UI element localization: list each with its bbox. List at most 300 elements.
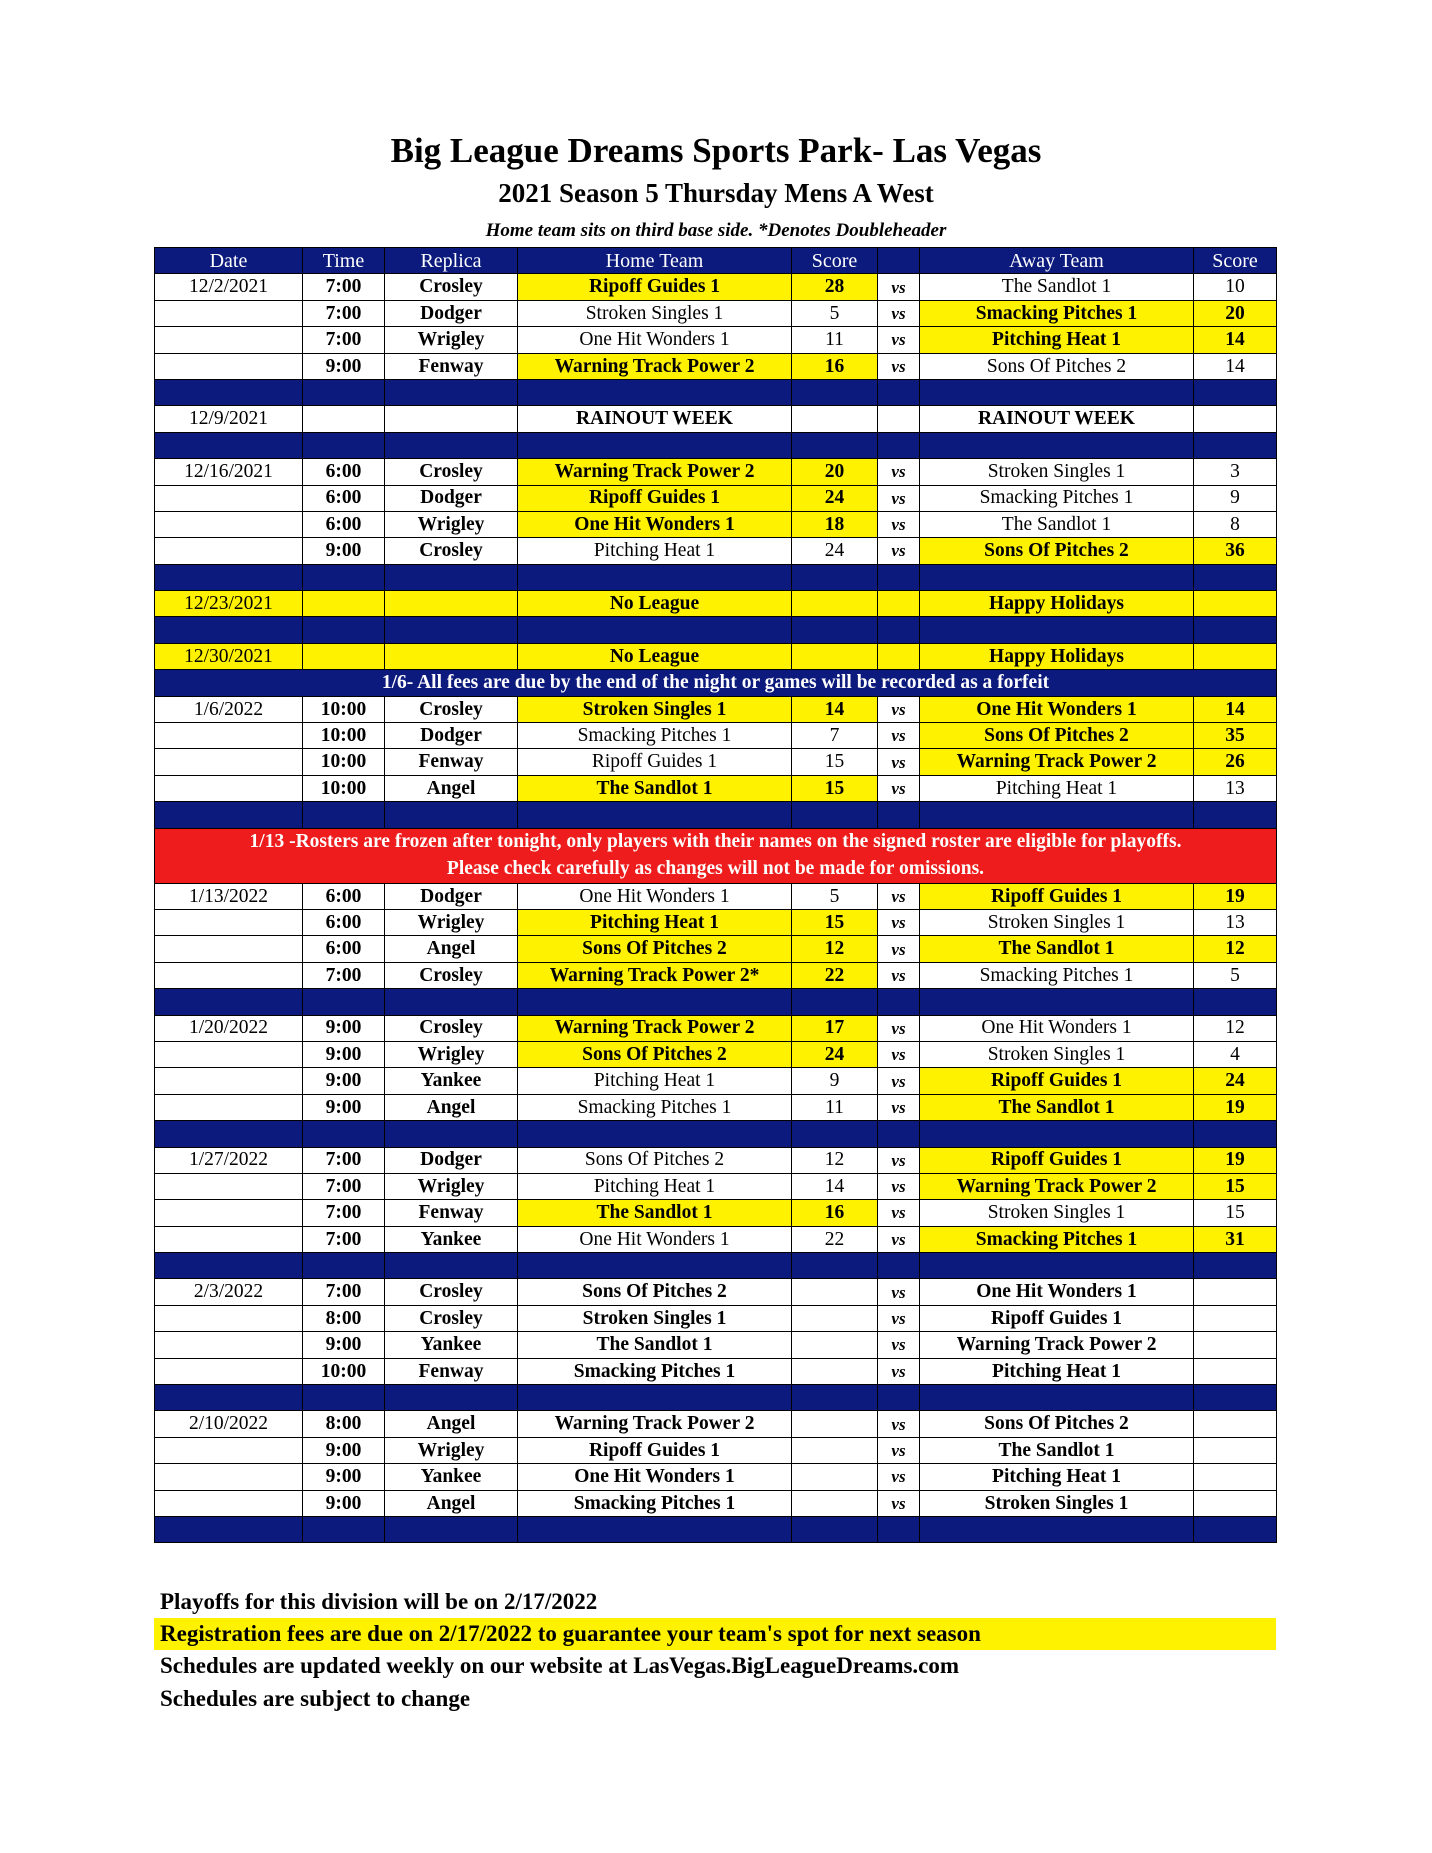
time-cell: 10:00 bbox=[303, 1358, 385, 1384]
separator-cell bbox=[878, 1516, 920, 1542]
vs-cell: vs bbox=[878, 485, 920, 511]
game-row bbox=[155, 775, 1277, 801]
away-team-cell: Ripoff Guides 1 bbox=[920, 883, 1194, 909]
separator-cell bbox=[1194, 1121, 1277, 1147]
home-team-cell: The Sandlot 1 bbox=[518, 775, 792, 801]
time-cell: 9:00 bbox=[303, 1332, 385, 1358]
separator-cell bbox=[518, 432, 792, 458]
time-cell: 7:00 bbox=[303, 1173, 385, 1199]
home-team-cell: Smacking Pitches 1 bbox=[518, 1094, 792, 1120]
away-team-cell: Smacking Pitches 1 bbox=[920, 962, 1194, 988]
separator-cell bbox=[1194, 564, 1277, 590]
replica-cell bbox=[385, 591, 518, 617]
date-cell: 12/16/2021 bbox=[155, 459, 303, 485]
change-note: Schedules are subject to change bbox=[160, 1686, 471, 1711]
home-score-cell: 11 bbox=[792, 1094, 878, 1120]
separator-cell bbox=[385, 1385, 518, 1411]
vs-cell: vs bbox=[878, 1437, 920, 1463]
time-cell: 7:00 bbox=[303, 962, 385, 988]
home-team-cell: Ripoff Guides 1 bbox=[518, 485, 792, 511]
home-score-cell bbox=[792, 1358, 878, 1384]
replica-cell: Angel bbox=[385, 1411, 518, 1437]
date-cell: 2/10/2022 bbox=[155, 1411, 303, 1437]
vs-cell: vs bbox=[878, 353, 920, 379]
home-team-cell: Smacking Pitches 1 bbox=[518, 1358, 792, 1384]
game-row bbox=[155, 1147, 1277, 1173]
header-home-score: Score bbox=[792, 248, 878, 274]
separator-cell bbox=[155, 1253, 303, 1279]
away-score-cell: 13 bbox=[1194, 909, 1277, 935]
page-subtitle: 2021 Season 5 Thursday Mens A West bbox=[498, 178, 934, 208]
vs-cell: vs bbox=[878, 1147, 920, 1173]
separator-cell bbox=[518, 1253, 792, 1279]
separator-cell bbox=[792, 989, 878, 1015]
separator-cell bbox=[385, 432, 518, 458]
time-cell: 9:00 bbox=[303, 1041, 385, 1067]
replica-cell: Wrigley bbox=[385, 1041, 518, 1067]
time-cell: 6:00 bbox=[303, 909, 385, 935]
date-cell bbox=[155, 1464, 303, 1490]
vs-cell: vs bbox=[878, 883, 920, 909]
date-cell bbox=[155, 511, 303, 537]
date-cell: 12/30/2021 bbox=[155, 643, 303, 669]
separator-cell bbox=[920, 802, 1194, 828]
separator-cell bbox=[303, 802, 385, 828]
replica-cell: Angel bbox=[385, 936, 518, 962]
away-team-cell: Ripoff Guides 1 bbox=[920, 1147, 1194, 1173]
time-cell: 6:00 bbox=[303, 485, 385, 511]
vs-cell: vs bbox=[878, 1068, 920, 1094]
vs-cell: vs bbox=[878, 1015, 920, 1041]
date-cell bbox=[155, 1226, 303, 1252]
header-vs bbox=[878, 248, 920, 274]
separator-cell bbox=[920, 989, 1194, 1015]
date-cell bbox=[155, 1332, 303, 1358]
vs-cell: vs bbox=[878, 1305, 920, 1331]
away-score-cell: 3 bbox=[1194, 459, 1277, 485]
away-score-cell: 5 bbox=[1194, 962, 1277, 988]
time-cell: 9:00 bbox=[303, 1437, 385, 1463]
replica-cell: Dodger bbox=[385, 300, 518, 326]
time-cell bbox=[303, 643, 385, 669]
header-date: Date bbox=[155, 248, 303, 274]
away-team-cell: Warning Track Power 2 bbox=[920, 749, 1194, 775]
separator-cell bbox=[920, 564, 1194, 590]
separator-cell bbox=[303, 989, 385, 1015]
home-score-cell: 14 bbox=[792, 1173, 878, 1199]
separator-cell bbox=[792, 1516, 878, 1542]
away-team-cell: One Hit Wonders 1 bbox=[920, 1015, 1194, 1041]
separator-cell bbox=[155, 1516, 303, 1542]
vs-cell bbox=[878, 643, 920, 669]
away-team-cell: Pitching Heat 1 bbox=[920, 1358, 1194, 1384]
replica-cell: Crosley bbox=[385, 696, 518, 722]
date-cell bbox=[155, 909, 303, 935]
away-score-cell bbox=[1194, 1305, 1277, 1331]
registration-note: Registration fees are due on 2/17/2022 to guarantee your team's spot for next season bbox=[154, 1618, 1276, 1650]
separator-cell bbox=[518, 564, 792, 590]
separator-cell bbox=[518, 1121, 792, 1147]
separator-cell bbox=[878, 617, 920, 643]
time-cell: 9:00 bbox=[303, 1068, 385, 1094]
vs-cell: vs bbox=[878, 723, 920, 749]
home-score-cell: 14 bbox=[792, 696, 878, 722]
game-row bbox=[155, 1200, 1277, 1226]
date-cell bbox=[155, 1173, 303, 1199]
separator-row bbox=[155, 1385, 1277, 1411]
date-cell: 12/23/2021 bbox=[155, 591, 303, 617]
vs-cell: vs bbox=[878, 1358, 920, 1384]
date-cell bbox=[155, 1041, 303, 1067]
vs-cell: vs bbox=[878, 1200, 920, 1226]
separator-cell bbox=[1194, 1385, 1277, 1411]
home-team-cell: Ripoff Guides 1 bbox=[518, 274, 792, 300]
away-team-cell: Pitching Heat 1 bbox=[920, 1464, 1194, 1490]
game-row bbox=[155, 1490, 1277, 1516]
home-team-cell: Sons Of Pitches 2 bbox=[518, 1147, 792, 1173]
date-cell: 1/20/2022 bbox=[155, 1015, 303, 1041]
away-team-cell: Smacking Pitches 1 bbox=[920, 485, 1194, 511]
home-score-cell: 24 bbox=[792, 1041, 878, 1067]
game-row bbox=[155, 1332, 1277, 1358]
away-score-cell: 20 bbox=[1194, 300, 1277, 326]
home-team-cell: Smacking Pitches 1 bbox=[518, 723, 792, 749]
replica-cell: Wrigley bbox=[385, 909, 518, 935]
replica-cell: Yankee bbox=[385, 1332, 518, 1358]
game-row bbox=[155, 1226, 1277, 1252]
replica-cell: Fenway bbox=[385, 353, 518, 379]
website-note: Schedules are updated weekly on our website at LasVegas.BigLeagueDreams.com bbox=[160, 1653, 960, 1678]
time-cell: 10:00 bbox=[303, 775, 385, 801]
date-cell bbox=[155, 538, 303, 564]
separator-cell bbox=[385, 1253, 518, 1279]
away-score-cell: 15 bbox=[1194, 1173, 1277, 1199]
away-score-cell: 14 bbox=[1194, 327, 1277, 353]
header-away-score: Score bbox=[1194, 248, 1277, 274]
separator-cell bbox=[518, 379, 792, 405]
home-score-cell: 12 bbox=[792, 1147, 878, 1173]
separator-cell bbox=[303, 379, 385, 405]
special-week-row bbox=[155, 591, 1277, 617]
home-team-cell: Smacking Pitches 1 bbox=[518, 1490, 792, 1516]
replica-cell: Wrigley bbox=[385, 1437, 518, 1463]
game-row bbox=[155, 1411, 1277, 1437]
separator-cell bbox=[155, 432, 303, 458]
home-team-cell: Sons Of Pitches 2 bbox=[518, 1279, 792, 1305]
vs-cell: vs bbox=[878, 1490, 920, 1516]
home-team-cell: Warning Track Power 2 bbox=[518, 459, 792, 485]
replica-cell: Fenway bbox=[385, 1200, 518, 1226]
time-cell: 9:00 bbox=[303, 1464, 385, 1490]
home-score-cell: 9 bbox=[792, 1068, 878, 1094]
home-team-cell: No League bbox=[518, 643, 792, 669]
separator-cell bbox=[155, 1121, 303, 1147]
date-cell bbox=[155, 749, 303, 775]
away-score-cell: 15 bbox=[1194, 1200, 1277, 1226]
home-team-cell: Stroken Singles 1 bbox=[518, 300, 792, 326]
separator-cell bbox=[155, 617, 303, 643]
date-cell bbox=[155, 1490, 303, 1516]
game-row bbox=[155, 485, 1277, 511]
replica-cell: Crosley bbox=[385, 1015, 518, 1041]
away-team-cell: Sons Of Pitches 2 bbox=[920, 723, 1194, 749]
away-score-cell: 24 bbox=[1194, 1068, 1277, 1094]
header-away-team: Away Team bbox=[920, 248, 1194, 274]
vs-cell: vs bbox=[878, 327, 920, 353]
separator-cell bbox=[792, 617, 878, 643]
home-team-cell: Sons Of Pitches 2 bbox=[518, 1041, 792, 1067]
away-score-cell: 31 bbox=[1194, 1226, 1277, 1252]
home-score-cell: 24 bbox=[792, 485, 878, 511]
game-row bbox=[155, 1464, 1277, 1490]
game-row bbox=[155, 300, 1277, 326]
home-score-cell: 20 bbox=[792, 459, 878, 485]
game-row bbox=[155, 1068, 1277, 1094]
vs-cell: vs bbox=[878, 696, 920, 722]
vs-cell: vs bbox=[878, 775, 920, 801]
away-team-cell: RAINOUT WEEK bbox=[920, 406, 1194, 432]
vs-cell: vs bbox=[878, 1279, 920, 1305]
time-cell: 10:00 bbox=[303, 723, 385, 749]
separator-cell bbox=[792, 1385, 878, 1411]
separator-row bbox=[155, 802, 1277, 828]
time-cell: 8:00 bbox=[303, 1411, 385, 1437]
away-team-cell: Stroken Singles 1 bbox=[920, 909, 1194, 935]
home-team-cell: The Sandlot 1 bbox=[518, 1332, 792, 1358]
away-team-cell: Pitching Heat 1 bbox=[920, 775, 1194, 801]
home-team-cell: One Hit Wonders 1 bbox=[518, 327, 792, 353]
date-cell: 1/6/2022 bbox=[155, 696, 303, 722]
game-row bbox=[155, 353, 1277, 379]
away-score-cell bbox=[1194, 1411, 1277, 1437]
game-row bbox=[155, 1094, 1277, 1120]
separator-cell bbox=[1194, 432, 1277, 458]
date-cell bbox=[155, 1068, 303, 1094]
time-cell: 7:00 bbox=[303, 1200, 385, 1226]
away-score-cell: 12 bbox=[1194, 1015, 1277, 1041]
away-score-cell: 14 bbox=[1194, 353, 1277, 379]
separator-row bbox=[155, 617, 1277, 643]
vs-cell: vs bbox=[878, 1173, 920, 1199]
separator-cell bbox=[385, 989, 518, 1015]
home-score-cell: 15 bbox=[792, 749, 878, 775]
game-row bbox=[155, 1437, 1277, 1463]
home-score-cell: 24 bbox=[792, 538, 878, 564]
away-team-cell: Stroken Singles 1 bbox=[920, 1490, 1194, 1516]
separator-cell bbox=[518, 1516, 792, 1542]
away-score-cell: 19 bbox=[1194, 1094, 1277, 1120]
game-row bbox=[155, 274, 1277, 300]
separator-cell bbox=[385, 802, 518, 828]
home-team-cell: Pitching Heat 1 bbox=[518, 1068, 792, 1094]
replica-cell: Dodger bbox=[385, 485, 518, 511]
replica-cell: Yankee bbox=[385, 1226, 518, 1252]
date-cell: 2/3/2022 bbox=[155, 1279, 303, 1305]
separator-cell bbox=[303, 1516, 385, 1542]
away-team-cell: The Sandlot 1 bbox=[920, 511, 1194, 537]
separator-cell bbox=[155, 802, 303, 828]
replica-cell: Crosley bbox=[385, 538, 518, 564]
date-cell bbox=[155, 1200, 303, 1226]
separator-cell bbox=[878, 379, 920, 405]
home-score-cell: 16 bbox=[792, 353, 878, 379]
away-score-cell bbox=[1194, 1464, 1277, 1490]
time-cell: 9:00 bbox=[303, 1490, 385, 1516]
alert-row bbox=[155, 828, 1277, 883]
separator-cell bbox=[303, 1253, 385, 1279]
alert-text bbox=[155, 828, 1277, 883]
vs-cell bbox=[878, 406, 920, 432]
vs-cell: vs bbox=[878, 936, 920, 962]
home-score-cell: 11 bbox=[792, 327, 878, 353]
game-row bbox=[155, 327, 1277, 353]
home-team-cell: Ripoff Guides 1 bbox=[518, 749, 792, 775]
vs-cell: vs bbox=[878, 1411, 920, 1437]
separator-cell bbox=[878, 432, 920, 458]
separator-cell bbox=[878, 1385, 920, 1411]
away-team-cell: Sons Of Pitches 2 bbox=[920, 353, 1194, 379]
replica-cell: Wrigley bbox=[385, 1173, 518, 1199]
away-team-cell: Warning Track Power 2 bbox=[920, 1332, 1194, 1358]
separator-row bbox=[155, 432, 1277, 458]
vs-cell: vs bbox=[878, 459, 920, 485]
schedule-table bbox=[154, 247, 1277, 1543]
home-team-cell: The Sandlot 1 bbox=[518, 1200, 792, 1226]
date-cell bbox=[155, 300, 303, 326]
away-score-cell: 10 bbox=[1194, 274, 1277, 300]
replica-cell: Crosley bbox=[385, 1305, 518, 1331]
home-team-cell: One Hit Wonders 1 bbox=[518, 1226, 792, 1252]
home-team-cell: RAINOUT WEEK bbox=[518, 406, 792, 432]
home-team-cell: One Hit Wonders 1 bbox=[518, 511, 792, 537]
vs-cell bbox=[878, 591, 920, 617]
vs-cell: vs bbox=[878, 909, 920, 935]
date-cell bbox=[155, 723, 303, 749]
replica-cell: Angel bbox=[385, 775, 518, 801]
header-home-team: Home Team bbox=[518, 248, 792, 274]
time-cell: 8:00 bbox=[303, 1305, 385, 1331]
home-score-cell bbox=[792, 643, 878, 669]
date-cell bbox=[155, 1305, 303, 1331]
separator-cell bbox=[1194, 989, 1277, 1015]
special-week-row bbox=[155, 406, 1277, 432]
home-team-cell: Stroken Singles 1 bbox=[518, 1305, 792, 1331]
separator-cell bbox=[1194, 617, 1277, 643]
vs-cell: vs bbox=[878, 1464, 920, 1490]
separator-cell bbox=[303, 1385, 385, 1411]
time-cell: 7:00 bbox=[303, 274, 385, 300]
separator-cell bbox=[385, 617, 518, 643]
game-row bbox=[155, 749, 1277, 775]
date-cell bbox=[155, 962, 303, 988]
game-row bbox=[155, 538, 1277, 564]
away-team-cell: The Sandlot 1 bbox=[920, 274, 1194, 300]
date-cell bbox=[155, 936, 303, 962]
away-score-cell: 19 bbox=[1194, 883, 1277, 909]
away-score-cell bbox=[1194, 1279, 1277, 1305]
game-row bbox=[155, 1173, 1277, 1199]
home-team-cell: Warning Track Power 2 bbox=[518, 1411, 792, 1437]
page-title: Big League Dreams Sports Park- Las Vegas bbox=[390, 131, 1042, 170]
away-score-cell: 9 bbox=[1194, 485, 1277, 511]
date-cell: 12/9/2021 bbox=[155, 406, 303, 432]
separator-row bbox=[155, 564, 1277, 590]
home-score-cell: 7 bbox=[792, 723, 878, 749]
away-score-cell: 36 bbox=[1194, 538, 1277, 564]
game-row bbox=[155, 1041, 1277, 1067]
home-score-cell: 28 bbox=[792, 274, 878, 300]
away-score-cell: 12 bbox=[1194, 936, 1277, 962]
away-team-cell: Sons Of Pitches 2 bbox=[920, 538, 1194, 564]
game-row bbox=[155, 1279, 1277, 1305]
schedule-note: Home team sits on third base side. *Denotes Doubleheader bbox=[485, 220, 947, 241]
separator-cell bbox=[878, 989, 920, 1015]
time-cell: 7:00 bbox=[303, 300, 385, 326]
separator-cell bbox=[792, 1121, 878, 1147]
home-team-cell: Sons Of Pitches 2 bbox=[518, 936, 792, 962]
away-score-cell: 14 bbox=[1194, 696, 1277, 722]
separator-cell bbox=[518, 989, 792, 1015]
away-team-cell: One Hit Wonders 1 bbox=[920, 696, 1194, 722]
vs-cell: vs bbox=[878, 962, 920, 988]
away-score-cell: 13 bbox=[1194, 775, 1277, 801]
replica-cell: Dodger bbox=[385, 1147, 518, 1173]
away-team-cell: Sons Of Pitches 2 bbox=[920, 1411, 1194, 1437]
home-score-cell bbox=[792, 591, 878, 617]
home-team-cell: Warning Track Power 2 bbox=[518, 1015, 792, 1041]
game-row bbox=[155, 459, 1277, 485]
away-team-cell: The Sandlot 1 bbox=[920, 936, 1194, 962]
away-score-cell: 8 bbox=[1194, 511, 1277, 537]
separator-row bbox=[155, 989, 1277, 1015]
home-score-cell bbox=[792, 406, 878, 432]
separator-cell bbox=[155, 379, 303, 405]
away-team-cell: Warning Track Power 2 bbox=[920, 1173, 1194, 1199]
separator-cell bbox=[920, 617, 1194, 643]
home-score-cell bbox=[792, 1464, 878, 1490]
separator-cell bbox=[920, 432, 1194, 458]
separator-cell bbox=[1194, 802, 1277, 828]
home-score-cell: 16 bbox=[792, 1200, 878, 1226]
game-row bbox=[155, 909, 1277, 935]
away-team-cell: Happy Holidays bbox=[920, 643, 1194, 669]
game-row bbox=[155, 1358, 1277, 1384]
date-cell bbox=[155, 1437, 303, 1463]
replica-cell: Wrigley bbox=[385, 511, 518, 537]
away-score-cell bbox=[1194, 643, 1277, 669]
away-team-cell: One Hit Wonders 1 bbox=[920, 1279, 1194, 1305]
date-cell: 1/27/2022 bbox=[155, 1147, 303, 1173]
home-team-cell: Warning Track Power 2* bbox=[518, 962, 792, 988]
away-team-cell: The Sandlot 1 bbox=[920, 1094, 1194, 1120]
date-cell: 12/2/2021 bbox=[155, 274, 303, 300]
home-score-cell bbox=[792, 1305, 878, 1331]
home-score-cell: 22 bbox=[792, 962, 878, 988]
time-cell: 6:00 bbox=[303, 511, 385, 537]
replica-cell: Wrigley bbox=[385, 327, 518, 353]
vs-cell: vs bbox=[878, 1094, 920, 1120]
home-score-cell: 22 bbox=[792, 1226, 878, 1252]
replica-cell: Crosley bbox=[385, 459, 518, 485]
separator-cell bbox=[518, 617, 792, 643]
notice-row bbox=[155, 670, 1277, 696]
separator-cell bbox=[792, 564, 878, 590]
separator-cell bbox=[385, 564, 518, 590]
home-score-cell bbox=[792, 1332, 878, 1358]
notice-text: 1/6- All fees are due by the end of the night or games will be recorded as a forfeit bbox=[155, 670, 1277, 696]
time-cell: 7:00 bbox=[303, 1226, 385, 1252]
away-score-cell bbox=[1194, 1332, 1277, 1358]
